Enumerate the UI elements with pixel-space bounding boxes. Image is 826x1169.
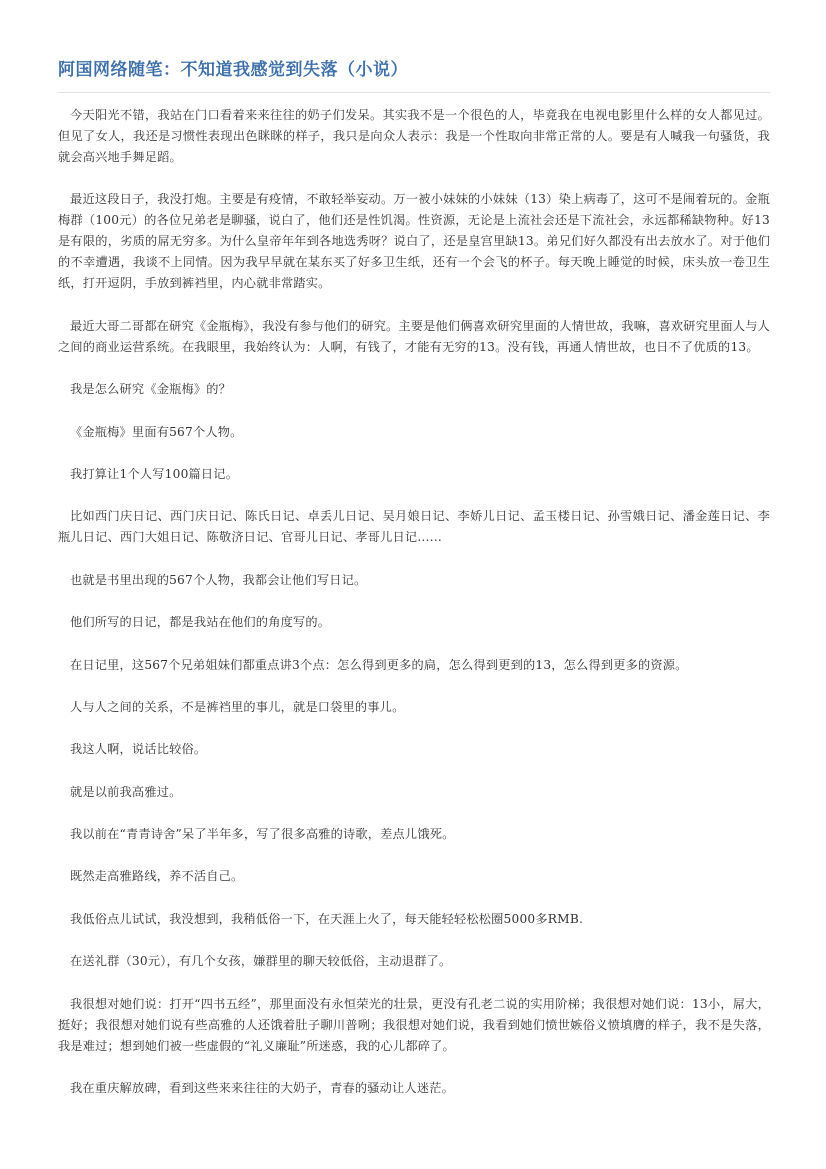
paragraph-15: 既然走高雅路线，养不活自己。 <box>70 869 244 884</box>
paragraph-3: 最近大哥二哥都在研究《金瓶梅》，我没有参与他们的研究。主要是他们俩喜欢研究里面的人情世故，我嘛，喜欢研究里面人与人之间的商业运营系统。在我眼里，我始终认为：人啊，有钱了，才能有无穷的13。没有钱，再通人情世故，也日不了优质的13。 <box>58 318 770 354</box>
paragraph-16: 我低俗点儿试试，我没想到，我稍低俗一下，在天涯上火了，每天能轻轻松松圈5000多RMB. <box>70 911 584 926</box>
paragraph-4: 我是怎么研究《金瓶梅》的？ <box>70 382 232 397</box>
article-body <box>58 105 770 1099</box>
paragraph-10: 在日记里，这567个兄弟姐妹们都重点讲3个点：怎么得到更多的扃，怎么得到更到的13，怎么得到更多的资源。 <box>70 657 688 672</box>
paragraph-13: 就是以前我高雅过。 <box>70 784 182 799</box>
paragraph-12: 我这人啊，说话比较俗。 <box>70 742 207 757</box>
paragraph-14: 我以前在“青青诗舍”呆了半年多，写了很多高雅的诗歌，差点儿饿死。 <box>70 827 455 842</box>
paragraph-19: 我在重庆解放碑，看到这些来来往往的大奶子，青春的骚动让人迷茫。 <box>70 1081 455 1096</box>
paragraph-9: 他们所写的日记，都是我站在他们的角度写的。 <box>70 615 331 630</box>
paragraph-11: 人与人之间的关系，不是裤裆里的事儿，就是口袋里的事儿。 <box>70 699 405 714</box>
paragraph-8: 也就是书里出现的567个人物，我都会让他们写日记。 <box>70 572 367 587</box>
paragraph-17: 在送礼群（30元），有几个女孩，嫌群里的聊天较低俗，主动退群了。 <box>70 954 452 969</box>
paragraph-6: 我打算让1个人写100篇日记。 <box>70 466 239 481</box>
article-title: 阿国网络随笔：不知道我感觉到失落（小说） <box>58 58 770 93</box>
paragraph-2: 最近这段日子，我没打炮。主要是有疫情，不敢轻举妄动。万一被小妹妹的小妹妹（13）染上病毒了，这可不是闹着玩的。金瓶梅群（100元）的各位兄弟老是聊骚，说白了，他们还是性饥渴。性资源，无论是上流社会还是下流社会，永远都稀缺物种。好13是有限的，劣质的屌无穷多。为什么皇帝年年到各地选秀呀？说白了，还是皇宫里缺13。弟兄们好久都没有出去放水了。对于他们的不幸遭遇，我谈不上同情。因为我早早就在某东买了好多卫生纸，还有一个会飞的杯子。每天晚上睡觉的时候，床头放一卷卫生纸，打开逗阴，手放到裤裆里，内心就非常踏实。 <box>58 192 770 291</box>
paragraph-7: 比如西门庆日记、西门庆日记、陈氏日记、卓丢儿日记、吴月娘日记、李娇儿日记、孟玉楼日记、孙雪娥日记、潘金莲日记、李瓶儿日记、西门大姐日记、陈敬济日记、官哥儿日记、孝哥儿日记…… <box>58 509 770 545</box>
paragraph-18: 我很想对她们说：打开“四书五经”，那里面没有永恒荣光的壮景，更没有孔老二说的实用阶梯；我很想对她们说：13小，屌大，挺好；我很想对她们说有些高雅的人还饿着肚子聊川普咧；我很想对她们说，我看到她们愤世嫉俗义愤填膺的样子，我不是失落，我是难过；想到她们被一些虚假的“礼义廉耻”所迷惑，我的心儿都碎了。 <box>58 996 770 1053</box>
article-page <box>58 58 770 1120</box>
paragraph-1: 今天阳光不错，我站在门口看着来来往往的奶子们发呆。其实我不是一个很色的人，毕竟我在电视电影里什么样的女人都见过。但见了女人，我还是习惯性表现出色眯眯的样子，我只是向众人表示：我是一个性取向非常正常的人。要是有人喊我一句骚货，我就会高兴地手舞足蹈。 <box>58 108 770 164</box>
paragraph-5: 《金瓶梅》里面有567个人物。 <box>70 424 243 439</box>
